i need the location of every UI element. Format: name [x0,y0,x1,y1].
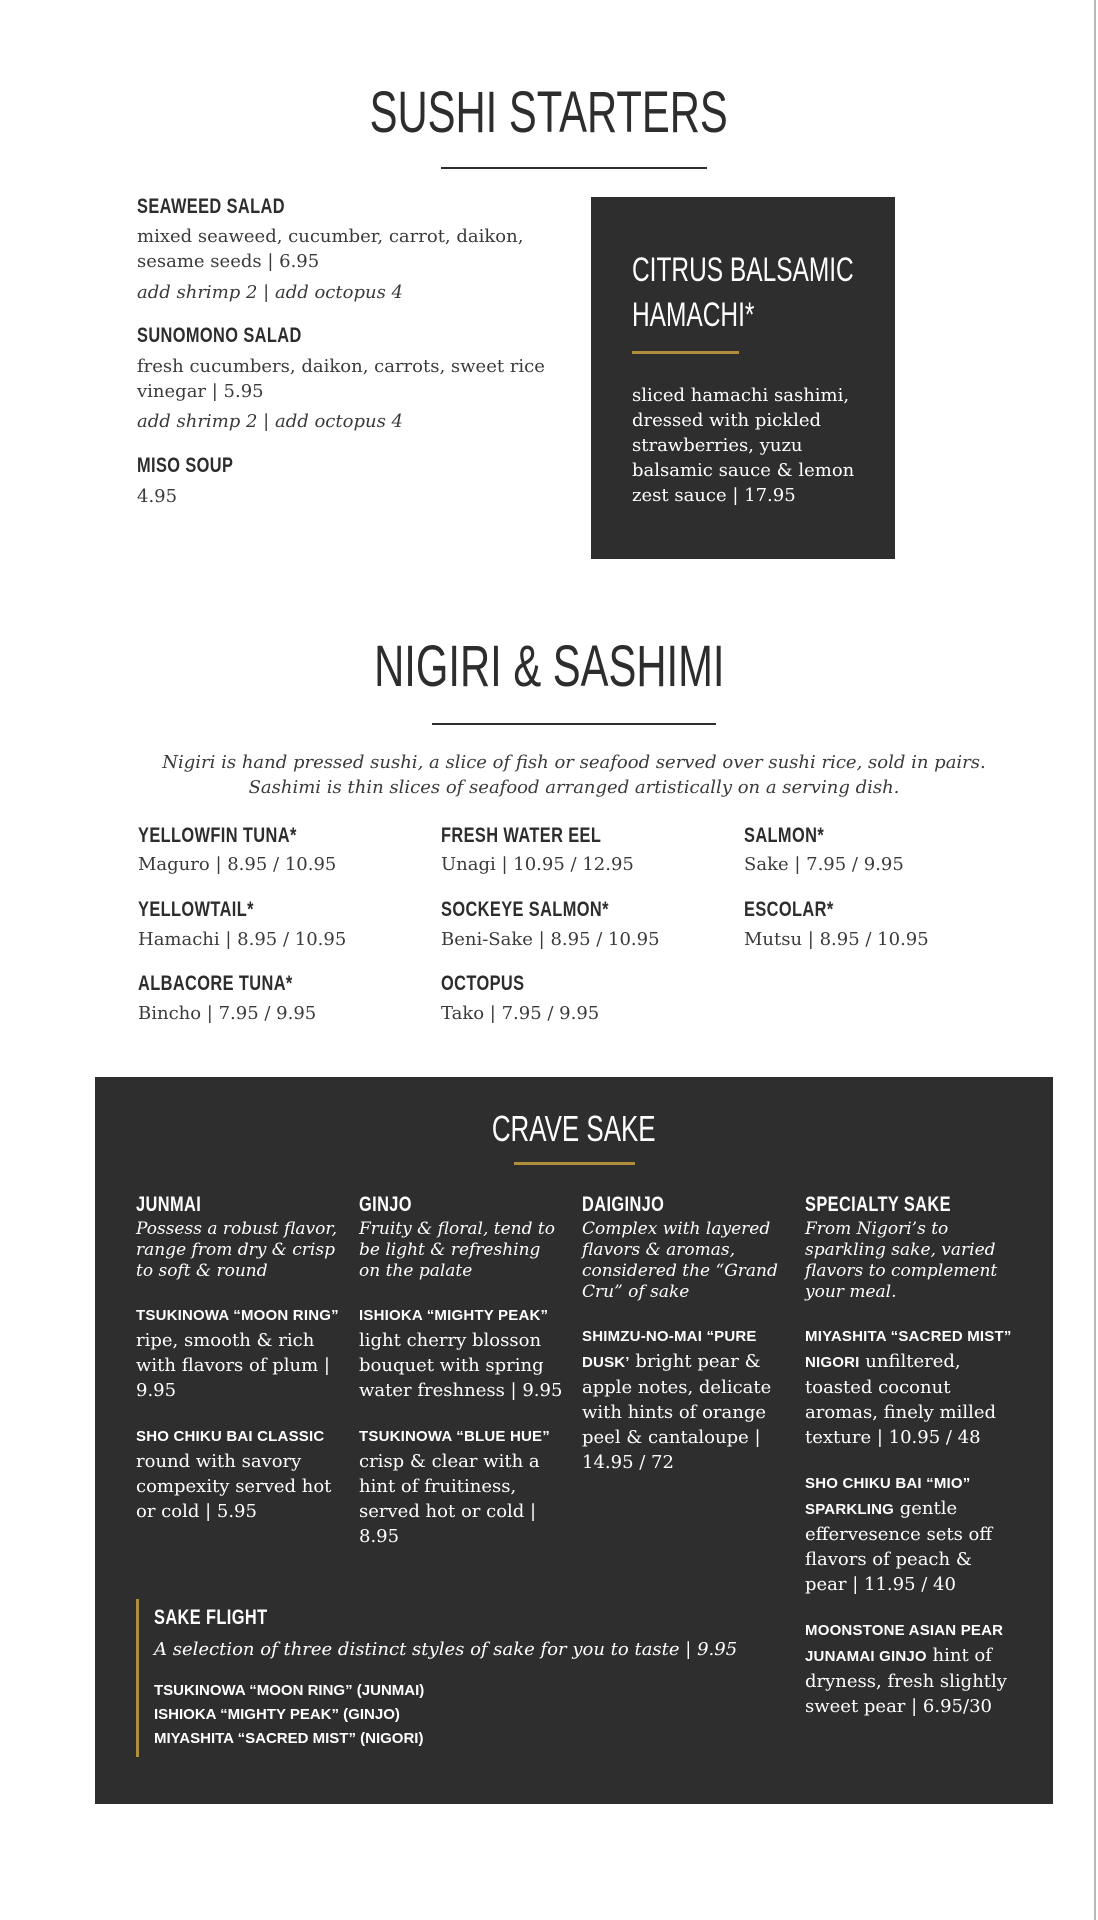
seaweed-salad-name: SEAWEED SALAD [137,195,285,218]
sushi-starters-title: SUSHI STARTERS [369,80,729,145]
nigiri-item-desc: Bincho | 7.95 / 9.95 [138,1003,317,1024]
sake-column-desc: From Nigori’s to sparkling sake, varied flavors to complement your meal. [805,1219,998,1302]
nigiri-item-name: SALMON* [744,824,825,847]
sake-item: MOONSTONE ASIAN PEAR JUNAMAI GINJO hint of dryness, fresh slightly sweet pear | 6.95/30 [805,1622,1007,1717]
nigiri-item-name: YELLOWTAIL* [138,898,254,921]
crave-sake-panel [95,1077,1053,1804]
sake-column-heading: GINJO [359,1193,412,1216]
sake-column-daiginjo [582,1193,790,1475]
sake-item: SHIMZU-NO-MAI “PURE DUSK’ bright pear & apple notes, delicate with hints of orange peel & cantaloupe | 14.95 / 72 [582,1328,772,1473]
sake-item: SHO CHIKU BAI CLASSIC round with savory compexity served hot or cold | 5.95 [136,1428,332,1522]
nigiri-item-desc: Beni-Sake | 8.95 / 10.95 [441,929,660,950]
nigiri-item-name: ESCOLAR* [744,898,834,921]
sake-column-specialty [805,1193,1013,1719]
featured-dish-title: CITRUS BALSAMIC HAMACHI* [632,251,854,334]
sake-flight-desc: A selection of three distinct styles of sake for you to taste | 9.95 [154,1639,738,1660]
miso-soup-price: 4.95 [137,486,178,507]
seaweed-salad-addons: add shrimp 2 | add octopus 4 [137,282,403,303]
sake-item: ISHIOKA “MIGHTY PEAK” light cherry blosson bouquet with spring water freshness | 9.95 [359,1307,563,1401]
nigiri-item-desc: Unagi | 10.95 / 12.95 [441,854,634,875]
nigiri-item-desc: Tako | 7.95 / 9.95 [441,1003,600,1024]
sake-flight-line: ISHIOKA “MIGHTY PEAK” (GINJO) [154,1706,400,1723]
crave-sake-title: CRAVE SAKE [492,1108,656,1149]
sake-column-heading: SPECIALTY SAKE [805,1193,951,1216]
sake-flight-line: MIYASHITA “SACRED MIST” (NIGORI) [154,1730,424,1747]
seaweed-salad-desc: mixed seaweed, cucumber, carrot, daikon, sesame seeds | 6.95 [137,226,524,272]
nigiri-intro: Nigiri is hand pressed sushi, a slice of fish or seafood served over sushi rice, sold in pairs. Sashimi is thin slices of seafood arranged artistically on a serving dish. [162,752,986,798]
featured-dish-card [591,197,895,559]
sake-flight-title: SAKE FLIGHT [154,1606,268,1629]
sake-item: MIYASHITA “SACRED MIST” NIGORI unfiltered, toasted coconut aromas, finely milled texture | 10.95 / 48 [805,1328,1012,1448]
sake-flight-box [136,1599,738,1757]
nigiri-item-name: SOCKEYE SALMON* [441,898,609,921]
nigiri-sashimi-title: NIGIRI & SASHIMI [373,634,725,699]
nigiri-item-desc: Sake | 7.95 / 9.95 [744,854,904,875]
page-scrollbar[interactable] [1094,0,1096,1920]
nigiri-item-name: OCTOPUS [441,972,525,995]
sake-flight-line: TSUKINOWA “MOON RING” (JUNMAI) [154,1682,425,1699]
nigiri-item-name: YELLOWFIN TUNA* [138,824,297,847]
miso-soup-name: MISO SOUP [137,454,234,477]
nigiri-item-name: FRESH WATER EEL [441,824,602,847]
sunomono-salad-name: SUNOMONO SALAD [137,324,302,347]
sake-item: TSUKINOWA “MOON RING” ripe, smooth & rich with flavors of plum | 9.95 [136,1307,339,1401]
sunomono-salad-addons: add shrimp 2 | add octopus 4 [137,411,403,432]
crave-sake-rule [514,1162,635,1165]
sake-column-desc: Fruity & floral, tend to be light & refreshing on the palate [359,1219,555,1281]
nigiri-sashimi-rule [432,723,716,725]
sunomono-salad-desc: fresh cucumbers, daikon, carrots, sweet rice vinegar | 5.95 [137,356,545,402]
sake-column-desc: Possess a robust flavor, range from dry & crisp to soft & round [136,1219,338,1281]
nigiri-item-name: ALBACORE TUNA* [138,972,293,995]
nigiri-item-desc: Hamachi | 8.95 / 10.95 [138,929,347,950]
featured-dish-desc: sliced hamachi sashimi, dressed with pickled strawberries, yuzu balsamic sauce & lemon zest sauce | 17.95 [632,385,855,506]
featured-dish-rule [632,351,739,354]
sake-column-junmai [136,1193,344,1524]
sake-column-heading: DAIGINJO [582,1193,665,1216]
sake-column-ginjo [359,1193,567,1549]
sake-item: SHO CHIKU BAI “MIO” SPARKLING gentle effervesence sets off flavors of peach & pear | 11.95 / 40 [805,1475,993,1595]
sake-item: TSUKINOWA “BLUE HUE” crisp & clear with a hint of fruitiness, served hot or cold | 8.95 [359,1428,550,1547]
nigiri-item-desc: Mutsu | 8.95 / 10.95 [744,929,929,950]
sushi-starters-rule [441,167,707,169]
nigiri-item-desc: Maguro | 8.95 / 10.95 [138,854,337,875]
sake-column-heading: JUNMAI [136,1193,202,1216]
sake-column-desc: Complex with layered flavors & aromas, considered the “Grand Cru” of sake [582,1219,778,1302]
